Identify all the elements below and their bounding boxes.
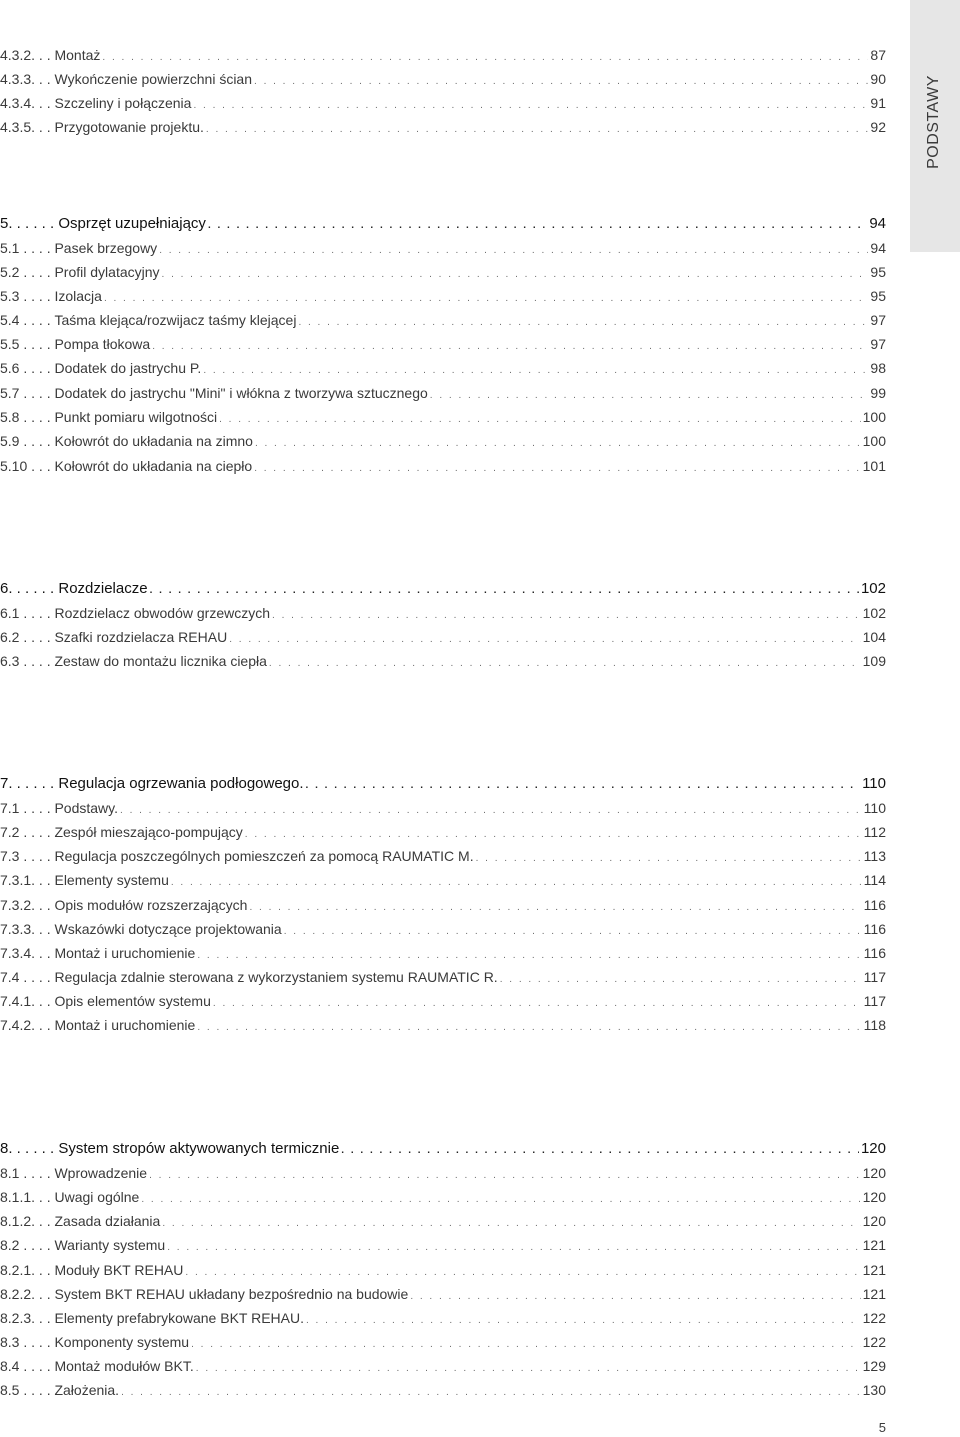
toc-entry[interactable] — [0, 285, 886, 307]
toc-entry-page: 116 — [863, 945, 886, 961]
toc-entry-page: 100 — [862, 409, 886, 425]
toc-dot-leader — [476, 848, 862, 870]
toc-entry-title: Elementy systemu — [54, 872, 169, 888]
toc-entry-number: 8.2.2. . . — [0, 1286, 55, 1302]
toc-entry-page: 120 — [860, 1140, 886, 1157]
toc-entry-number: 6. . . . . . — [0, 580, 59, 597]
toc-entry-page: 122 — [862, 1334, 886, 1350]
toc-entry[interactable] — [0, 869, 886, 891]
toc-entry[interactable] — [0, 68, 886, 90]
toc-entry[interactable] — [0, 333, 886, 355]
toc-entry-number: 4.3.5. . . — [0, 119, 55, 135]
toc-dot-leader — [121, 1382, 861, 1404]
toc-entry[interactable] — [0, 650, 886, 672]
toc-entry-number: 5.7 . . . . — [0, 385, 55, 401]
toc-entry-number: 8.3 . . . . — [0, 1334, 55, 1350]
toc-dot-leader — [249, 897, 861, 919]
toc-entry-page: 112 — [863, 824, 886, 840]
toc-entry-title: Dodatek do jastrychu "Mini" i włókna z tworzywa sztucznego — [54, 385, 428, 401]
toc-entry-page: 101 — [862, 458, 886, 474]
toc-entry-number: 8.1 . . . . — [0, 1165, 55, 1181]
toc-entry-page: 91 — [870, 95, 886, 111]
toc-dot-leader — [102, 47, 868, 69]
toc-entry-page: 116 — [863, 897, 886, 913]
toc-entry[interactable] — [0, 602, 886, 624]
toc-entry-number: 7.3.3. . . — [0, 921, 55, 937]
toc-entry-number: 4.3.4. . . — [0, 95, 55, 111]
toc-entry-title: Zespół mieszająco-pompujący — [54, 824, 243, 840]
toc-entry-page: 102 — [860, 580, 886, 597]
toc-entry[interactable] — [0, 1355, 886, 1377]
toc-entry-page: 121 — [862, 1262, 886, 1278]
toc-dot-leader — [120, 800, 862, 822]
toc-entry-page: 109 — [862, 653, 886, 669]
toc-entry-number: 7.4 . . . . — [0, 969, 55, 985]
toc-entry-title: Rozdzielacz obwodów grzewczych — [54, 605, 271, 621]
toc-entry[interactable] — [0, 894, 886, 916]
toc-entry-title: Szczeliny i połączenia — [54, 95, 192, 111]
toc-dot-leader — [167, 1237, 860, 1259]
toc-entry-page: 129 — [862, 1358, 886, 1374]
toc-entry[interactable] — [0, 990, 886, 1012]
toc-dot-leader — [306, 775, 861, 797]
toc-entry-number: 8.2.1. . . — [0, 1262, 55, 1278]
toc-dot-leader — [341, 1140, 859, 1162]
toc-dot-leader — [149, 1165, 861, 1187]
toc-dot-leader — [284, 921, 862, 943]
toc-entry-title: System BKT REHAU układany bezpośrednio na budowie — [54, 1286, 409, 1302]
toc-entry[interactable] — [0, 44, 886, 66]
toc-dot-leader — [254, 71, 868, 93]
toc-entry-title: Regulacja poszczególnych pomieszczeń za pomocą RAUMATIC M. — [54, 848, 474, 864]
toc-chapter-entry[interactable] — [0, 1138, 886, 1160]
toc-dot-leader — [206, 119, 869, 141]
toc-entry-number: 8.2.3. . . — [0, 1310, 55, 1326]
toc-entry-number: 7.2 . . . . — [0, 824, 55, 840]
toc-entry-page: 121 — [862, 1286, 886, 1302]
toc-entry[interactable] — [0, 357, 886, 379]
toc-entry-number: 4.3.2. . . — [0, 47, 55, 63]
toc-entry[interactable] — [0, 626, 886, 648]
toc-entry-title: Przygotowanie projektu. — [54, 119, 204, 135]
toc-chapter-entry[interactable] — [0, 578, 886, 600]
toc-entry-title: Montaż i uruchomienie — [54, 1017, 196, 1033]
toc-entry-number: 8.1.1. . . — [0, 1189, 55, 1205]
toc-entry-number: 7.3.2. . . — [0, 897, 55, 913]
toc-entry-number: 7.3.4. . . — [0, 945, 55, 961]
toc-entry-title: Kołowrót do układania na ciepło — [54, 458, 253, 474]
toc-entry[interactable] — [0, 918, 886, 940]
toc-entry[interactable] — [0, 1283, 886, 1305]
toc-entry-page: 110 — [862, 775, 886, 792]
toc-entry-page: 95 — [870, 264, 886, 280]
toc-entry-page: 104 — [862, 629, 886, 645]
toc-dot-leader — [254, 458, 860, 480]
toc-entry-title: Kołowrót do układania na zimno — [54, 433, 253, 449]
toc-entry-page: 95 — [870, 288, 886, 304]
toc-entry-title: Moduły BKT REHAU — [54, 1262, 184, 1278]
toc-entry-number: 8. . . . . . — [0, 1140, 59, 1157]
toc-entry[interactable] — [0, 261, 886, 283]
toc-entry[interactable] — [0, 1379, 886, 1401]
toc-dot-leader — [185, 1262, 860, 1284]
toc-entry[interactable] — [0, 309, 886, 331]
toc-dot-leader — [269, 653, 861, 675]
toc-entry-title: Regulacja zdalnie sterowana z wykorzystaniem systemu RAUMATIC R. — [54, 969, 498, 985]
toc-entry[interactable] — [0, 1162, 886, 1184]
toc-entry-page: 97 — [870, 336, 886, 352]
toc-dot-leader — [162, 1213, 860, 1235]
toc-dot-leader — [298, 312, 868, 334]
toc-dot-leader — [430, 385, 869, 407]
toc-entry-number: 8.5 . . . . — [0, 1382, 55, 1398]
toc-entry-page: 94 — [870, 240, 886, 256]
toc-dot-leader — [272, 605, 861, 627]
toc-entry-page: 92 — [870, 119, 886, 135]
toc-entry-page: 114 — [863, 872, 886, 888]
toc-dot-leader — [162, 264, 869, 286]
toc-dot-leader — [306, 1310, 861, 1332]
toc-entry-page: 87 — [870, 47, 886, 63]
toc-entry[interactable] — [0, 92, 886, 114]
toc-entry[interactable] — [0, 1186, 886, 1208]
toc-entry-number: 5.3 . . . . — [0, 288, 55, 304]
toc-dot-leader — [219, 409, 861, 431]
toc-entry-page: 118 — [863, 1017, 886, 1033]
toc-entry-page: 97 — [870, 312, 886, 328]
toc-chapter-entry[interactable] — [0, 773, 886, 795]
toc-entry[interactable] — [0, 116, 886, 138]
toc-entry[interactable] — [0, 1259, 886, 1281]
toc-entry-title: Podstawy. — [54, 800, 119, 816]
toc-entry-number: 6.3 . . . . — [0, 653, 55, 669]
toc-entry-number: 7.1 . . . . — [0, 800, 55, 816]
toc-entry-number: 6.1 . . . . — [0, 605, 55, 621]
toc-entry-page: 110 — [863, 800, 886, 816]
toc-entry-page: 90 — [870, 71, 886, 87]
toc-entry-number: 7.4.1. . . — [0, 993, 55, 1009]
toc-entry-page: 113 — [863, 848, 886, 864]
toc-dot-leader — [203, 360, 868, 382]
toc-entry-title: Pasek brzegowy — [54, 240, 158, 256]
toc-entry-title: Założenia. — [54, 1382, 120, 1398]
toc-entry-number: 7.3.1. . . — [0, 872, 55, 888]
page-number: 5 — [878, 1420, 886, 1435]
toc-entry[interactable] — [0, 1210, 886, 1232]
toc-entry-title: Zasada działania — [54, 1213, 161, 1229]
toc-entry-page: 98 — [870, 360, 886, 376]
toc-entry-page: 99 — [870, 385, 886, 401]
toc-entry-title: Komponenty systemu — [54, 1334, 190, 1350]
toc-dot-leader — [196, 1358, 861, 1380]
toc-entry[interactable] — [0, 1014, 886, 1036]
toc-entry-page: 122 — [862, 1310, 886, 1326]
toc-dot-leader — [255, 433, 861, 455]
toc-entry-title: Wykończenie powierzchni ścian — [54, 71, 253, 87]
toc-entry[interactable] — [0, 821, 886, 843]
toc-entry-title: Punkt pomiaru wilgotności — [54, 409, 218, 425]
toc-entry-title: Dodatek do jastrychu P. — [54, 360, 202, 376]
toc-dot-leader — [159, 240, 868, 262]
toc-entry-number: 7. . . . . . — [0, 775, 59, 792]
toc-dot-leader — [141, 1189, 860, 1211]
toc-entry-title: Warianty systemu — [54, 1237, 166, 1253]
toc-entry-title: Montaż — [54, 47, 101, 63]
toc-entry[interactable] — [0, 797, 886, 819]
toc-dot-leader — [191, 1334, 861, 1356]
toc-entry-number: 5.9 . . . . — [0, 433, 55, 449]
toc-dot-leader — [213, 993, 862, 1015]
toc-entry-title: Elementy prefabrykowane BKT REHAU. — [54, 1310, 304, 1326]
toc-entry-title: Opis modułów rozszerzających — [54, 897, 248, 913]
toc-entry-title: Opis elementów systemu — [54, 993, 211, 1009]
toc-entry-page: 100 — [862, 433, 886, 449]
toc-entry-page: 130 — [862, 1382, 886, 1398]
toc-entry[interactable] — [0, 1307, 886, 1329]
toc-entry-title: Wskazówki dotyczące projektowania — [54, 921, 282, 937]
toc-entry-title: Regulacja ogrzewania podłogowego. — [58, 775, 304, 792]
toc-entry-title: Pompa tłokowa — [54, 336, 151, 352]
toc-entry[interactable] — [0, 430, 886, 452]
toc-entry-page: 120 — [862, 1213, 886, 1229]
toc-entry-title: System stropów aktywowanych termicznie — [58, 1140, 340, 1157]
toc-entry-number: 8.2 . . . . — [0, 1237, 55, 1253]
toc-dot-leader — [193, 95, 868, 117]
toc-entry[interactable] — [0, 455, 886, 477]
toc-entry-title: Montaż i uruchomienie — [54, 945, 196, 961]
toc-entry-page: 120 — [862, 1165, 886, 1181]
toc-entry-number: 5.5 . . . . — [0, 336, 55, 352]
toc-entry-title: Taśma klejąca/rozwijacz taśmy klejącej — [54, 312, 297, 328]
toc-entry-title: Uwagi ogólne — [54, 1189, 140, 1205]
toc-entry-number: 5.1 . . . . — [0, 240, 55, 256]
toc-entry[interactable] — [0, 1331, 886, 1353]
toc-dot-leader — [104, 288, 868, 310]
toc-entry[interactable] — [0, 406, 886, 428]
toc-dot-leader — [410, 1286, 860, 1308]
side-tab-label: PODSTAWY — [925, 75, 942, 169]
toc-chapter-entry[interactable] — [0, 213, 886, 235]
toc-entry-title: Izolacja — [54, 288, 102, 304]
toc-entry-page: 117 — [863, 969, 886, 985]
toc-dot-leader — [197, 945, 861, 967]
toc-dot-leader — [500, 969, 862, 991]
toc-entry-number: 5.2 . . . . — [0, 264, 55, 280]
toc-entry-number: 8.4 . . . . — [0, 1358, 55, 1374]
toc-entry-page: 117 — [863, 993, 886, 1009]
toc-dot-leader — [150, 580, 859, 602]
toc-entry-number: 5.6 . . . . — [0, 360, 55, 376]
toc-dot-leader — [208, 215, 867, 237]
toc-entry[interactable] — [0, 845, 886, 867]
toc-entry-page: 116 — [863, 921, 886, 937]
toc-entry-page: 121 — [862, 1237, 886, 1253]
toc-entry-page: 120 — [862, 1189, 886, 1205]
toc-entry[interactable] — [0, 382, 886, 404]
toc-entry-number: 7.3 . . . . — [0, 848, 55, 864]
toc-entry-title: Wprowadzenie — [54, 1165, 148, 1181]
toc-dot-leader — [197, 1017, 861, 1039]
toc-entry-number: 5. . . . . . — [0, 215, 59, 232]
toc-entry-title: Profil dylatacyjny — [54, 264, 160, 280]
toc-entry-title: Montaż modułów BKT. — [54, 1358, 194, 1374]
toc-entry-title: Szafki rozdzielacza REHAU — [54, 629, 228, 645]
toc-entry-number: 5.8 . . . . — [0, 409, 55, 425]
toc-entry-number: 6.2 . . . . — [0, 629, 55, 645]
toc-entry-title: Zestaw do montażu licznika ciepła — [54, 653, 267, 669]
toc-entry[interactable] — [0, 237, 886, 259]
toc-entry-number: 8.1.2. . . — [0, 1213, 55, 1229]
toc-entry-page: 102 — [862, 605, 886, 621]
toc-entry-number: 7.4.2. . . — [0, 1017, 55, 1033]
toc-entry-page: 94 — [869, 215, 886, 232]
section-side-tab — [910, 0, 960, 252]
toc-entry[interactable] — [0, 942, 886, 964]
toc-dot-leader — [229, 629, 860, 651]
toc-dot-leader — [152, 336, 868, 358]
toc-entry[interactable] — [0, 966, 886, 988]
toc-entry-number: 5.4 . . . . — [0, 312, 55, 328]
toc-entry-number: 5.10 . . . — [0, 458, 55, 474]
toc-dot-leader — [171, 872, 862, 894]
toc-entry[interactable] — [0, 1234, 886, 1256]
toc-entry-title: Rozdzielacze — [58, 580, 148, 597]
toc-dot-leader — [245, 824, 862, 846]
toc-entry-number: 4.3.3. . . — [0, 71, 55, 87]
toc-entry-title: Osprzęt uzupełniający — [58, 215, 206, 232]
